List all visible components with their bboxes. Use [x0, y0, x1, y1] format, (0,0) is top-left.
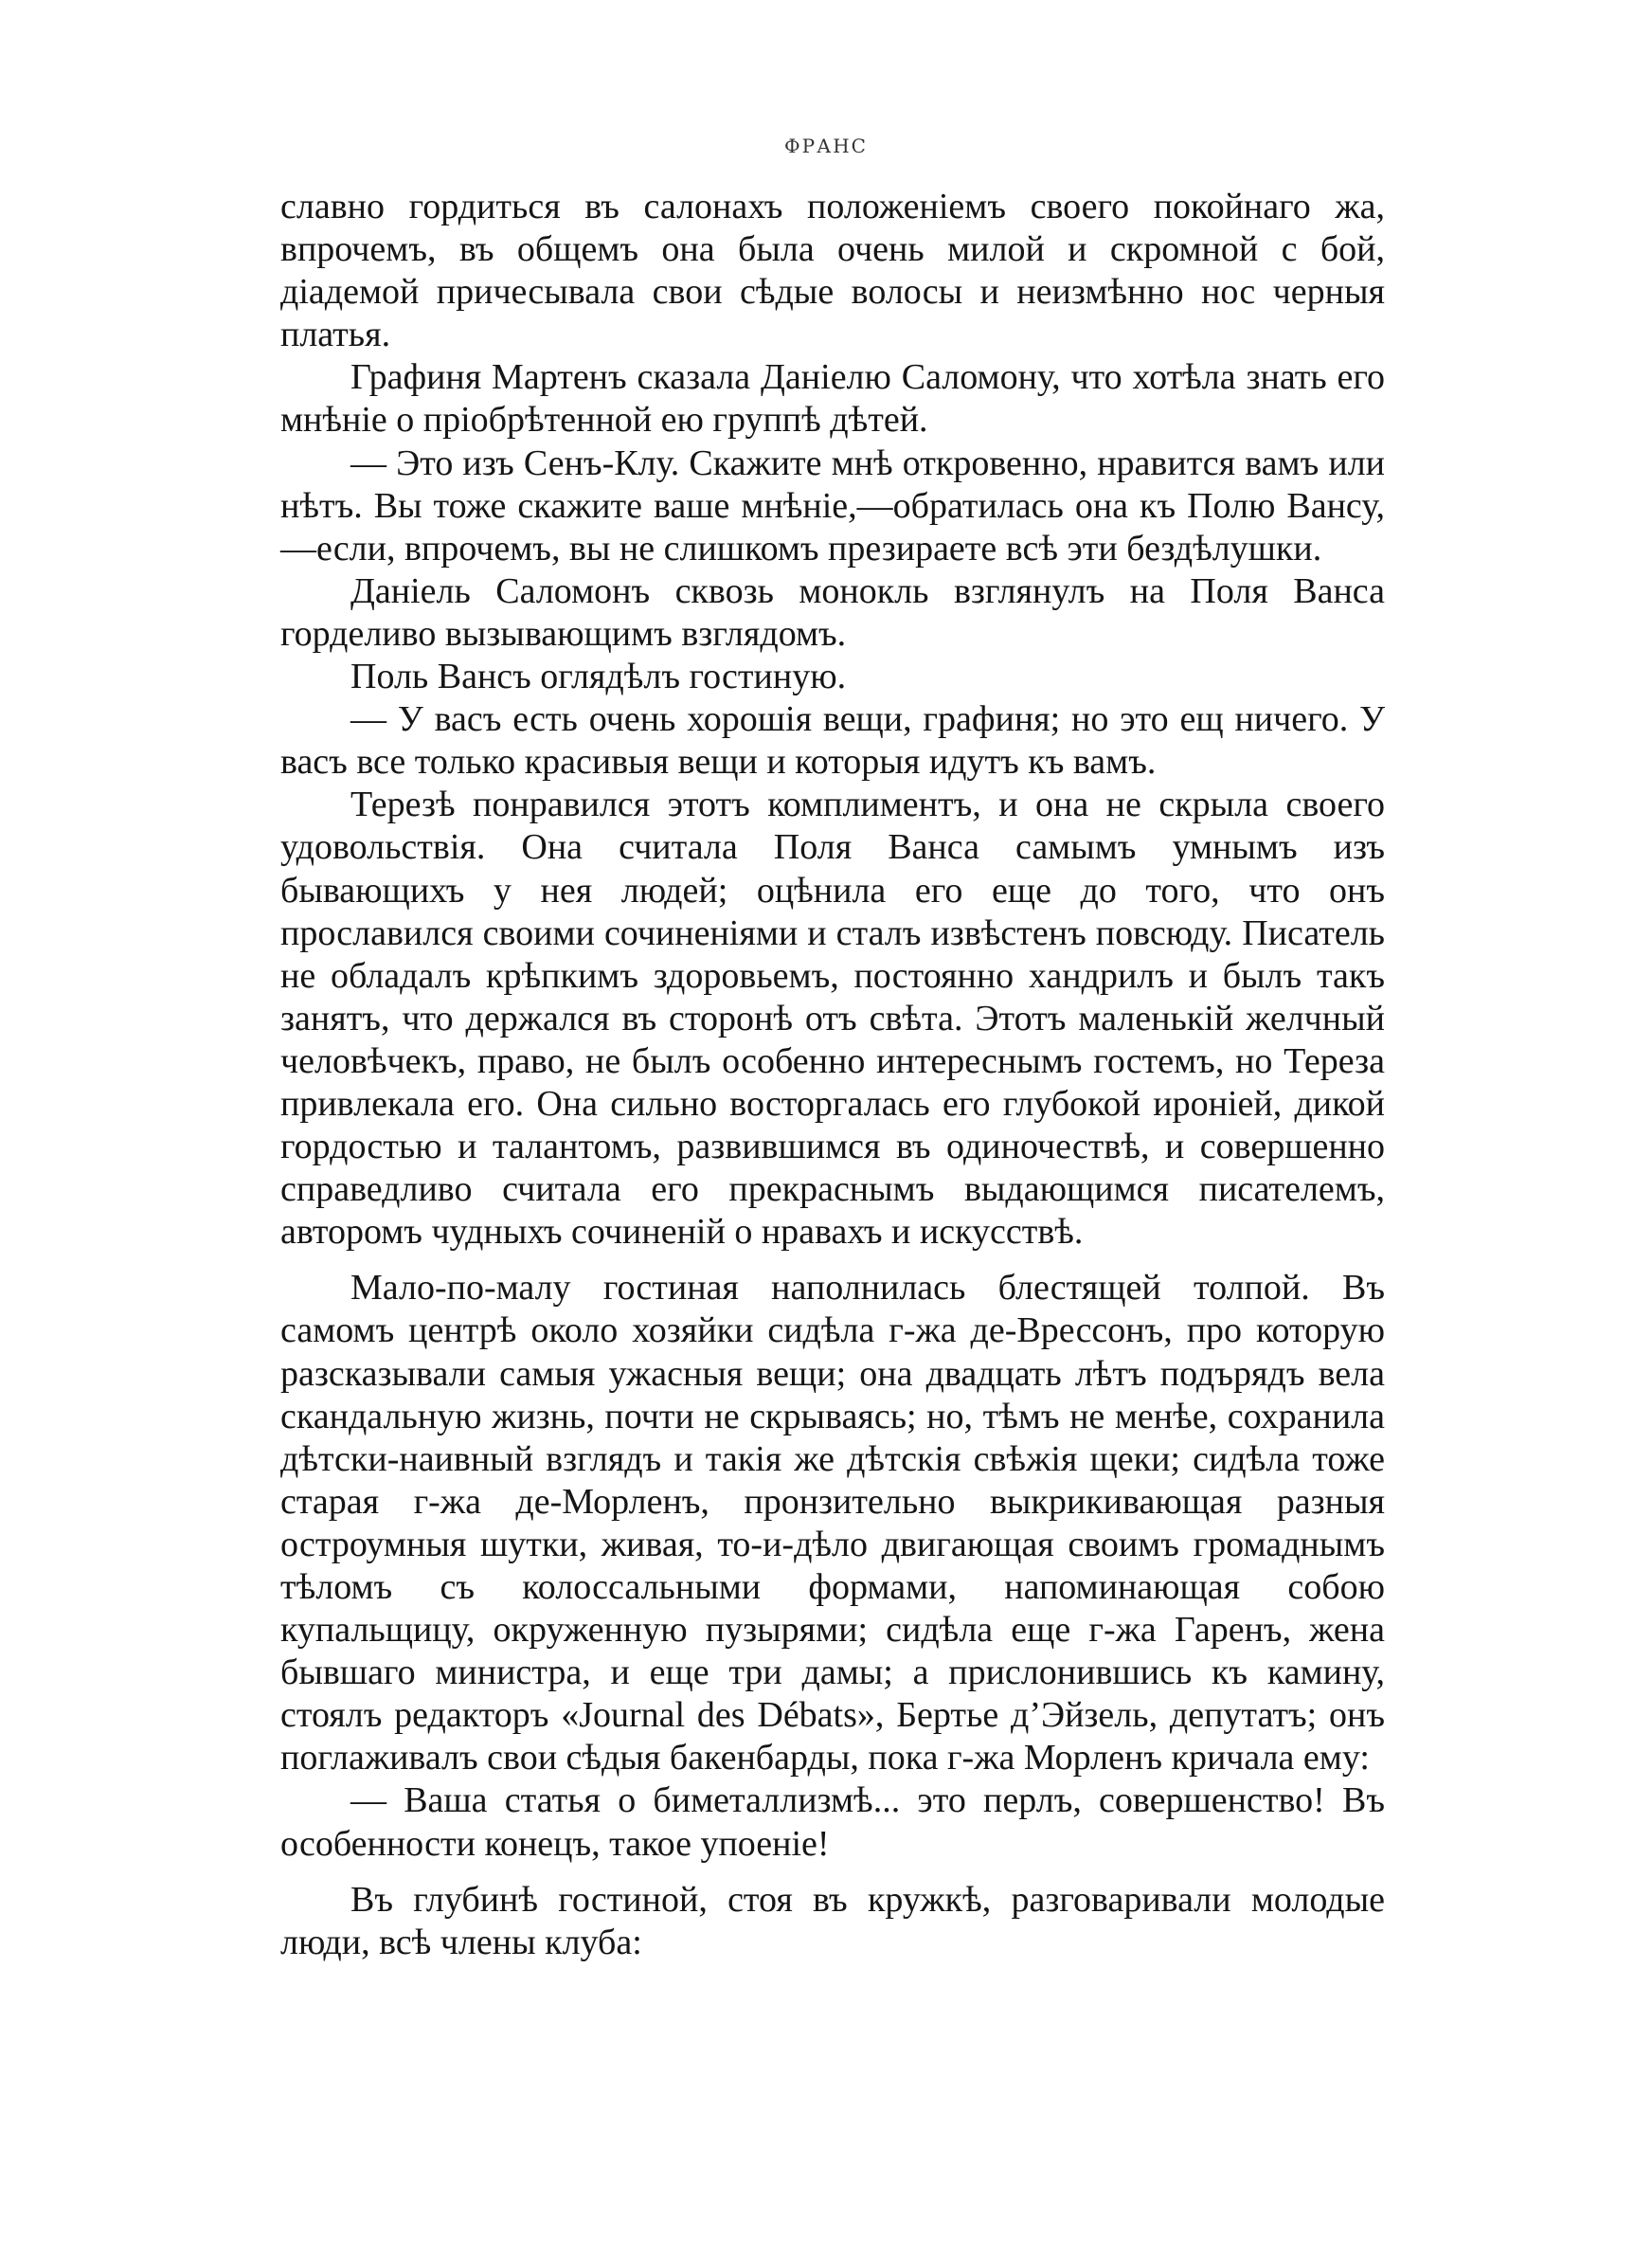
paragraph: Поль Вансъ оглядѣлъ гостиную. — [350, 657, 847, 697]
running-head: ФРАНС — [784, 135, 868, 157]
paragraph: — Ваша статья о биметаллизмѣ... это перлъ, совершенство! Въ особенности конецъ, такое упоеніе! — [280, 1780, 1385, 1864]
paragraph: — У васъ есть очень хорошія вещи, графиня; но это ещ ничего. У васъ все только красивыя вещи и которыя идутъ къ вамъ. — [280, 699, 1385, 783]
paragraph: Мало-по-малу гостиная наполнилась блестящей толпой. Въ самомъ центрѣ около хозяйки сидѣла г-жа де-Врессонъ, про которую разсказывали самыя ужасныя вещи; она двадцать лѣтъ подърядъ вела скандальную жизнь, почти не скрываясь; но, тѣмъ не менѣе, сохранила дѣтски-наивный взглядъ и такія же дѣтскія свѣжія щеки; сидѣла тоже старая г-жа де-Морленъ, пронзительно выкрикивающая разныя остроумныя шутки, живая, то-и-дѣло двигающая своимъ громаднымъ тѣломъ съ колоссальными формами, напоминающая собою купальщицу, окруженную пузырями; сидѣла еще г-жа Гаренъ, жена бывшаго министра, и еще три дамы; а прислонившись къ камину, стоялъ редакторъ «Journal des Débats», Бертье д’Эйзель, депутатъ; онъ поглаживалъ свои сѣдыя бакенбарды, пока г-жа Морленъ кричала ему: — [280, 1268, 1385, 1779]
paragraph: — Это изъ Сенъ-Клу. Скажите мнѣ откровенно, нравится вамъ или нѣтъ. Вы тоже скажите ваше мнѣніе,—обратилась она къ Полю Вансу,—если, впрочемъ, вы не слишкомъ презираете всѣ эти бездѣлушки. — [280, 442, 1385, 569]
paragraph: Даніель Саломонъ сквозь монокль взглянулъ на Поля Ванса горделиво вызывающимъ взглядомъ. — [280, 570, 1385, 654]
paragraph: славно гордиться въ салонахъ положеніемъ своего покойнаго жа, впрочемъ, въ общемъ она была очень милой и скромной с бой, діадемой причесывала свои сѣдые волосы и неизмѣнно нос черныя платья. — [280, 187, 1385, 355]
paragraph: Въ глубинѣ гостиной, стоя въ кружкѣ, разговаривали молодые люди, всѣ члены клуба: — [280, 1879, 1385, 1962]
paragraph: Терезѣ понравился этотъ комплиментъ, и она не скрыла своего удовольствія. Она считала Поля Ванса самымъ умнымъ изъ бывающихъ у нея людей; оцѣнила его еще до того, что онъ прославился своими сочиненіями и сталъ извѣстенъ повсюду. Писатель не обладалъ крѣпкимъ здоровьемъ, постоянно хандрилъ и былъ такъ занятъ, что держался въ сторонѣ отъ свѣта. Этотъ маленькій желчный человѣчекъ, право, не былъ особенно интереснымъ гостемъ, но Тереза привлекала его. Она сильно восторгалась его глубокой ироніей, дикой гордостью и талантомъ, развившимся въ одиночествѣ, и совершенно справедливо считала его прекраснымъ выдающимся писателемъ, авторомъ чудныхъ сочиненій о нравахъ и искусствѣ. — [280, 785, 1385, 1253]
body-text — [280, 186, 1385, 1964]
paragraph: Графиня Мартенъ сказала Даніелю Саломону, что хотѣла знать его мнѣніе о пріобрѣтенной ею группѣ дѣтей. — [280, 357, 1385, 441]
